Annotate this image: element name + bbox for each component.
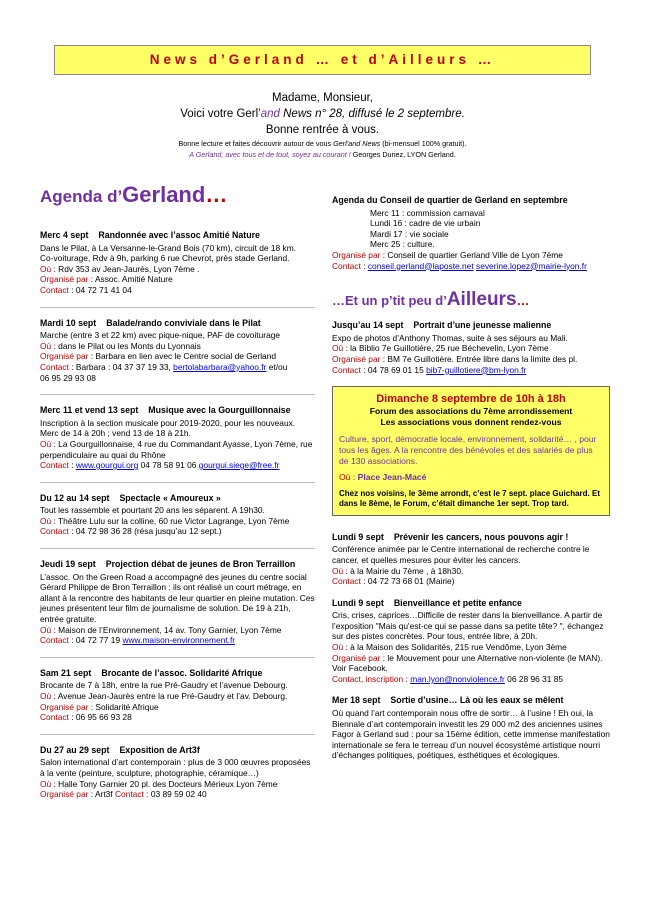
mairie-email-link[interactable]: severine.lopez@mairie-lyon.fr bbox=[476, 260, 587, 271]
event-separator bbox=[40, 548, 315, 549]
contact-link[interactable]: bertolabarbara@yahoo.fr bbox=[173, 361, 267, 372]
contact-label: Contact bbox=[332, 364, 361, 375]
event-where bbox=[40, 691, 315, 702]
event-separator bbox=[40, 394, 315, 395]
agenda-gerland-heading: Agenda d’Gerland… bbox=[40, 182, 228, 207]
event-title: Sortie d’usine… Là où les eaux se mêlent bbox=[390, 695, 564, 706]
event-date: Lundi 9 sept bbox=[332, 531, 384, 542]
event-title-line bbox=[40, 405, 315, 416]
contact-link[interactable]: www.maison-environnement.fr bbox=[122, 635, 236, 646]
contact-tail: et/ou bbox=[266, 361, 288, 372]
contact-phone: 04 78 58 91 06 bbox=[138, 460, 199, 471]
event-title: Portrait d’une jeunesse malienne bbox=[413, 320, 552, 331]
event-where bbox=[332, 566, 610, 577]
contact-value: : bbox=[68, 460, 76, 471]
event-title-line bbox=[332, 598, 610, 609]
event-contact bbox=[332, 674, 610, 685]
event-separator bbox=[40, 482, 315, 483]
event-desc: Expo de photos d’Anthony Thomas, suite à ses séjours au Mali. bbox=[332, 332, 568, 343]
organizer-value: : Solidarité Afrique bbox=[88, 701, 159, 712]
event-item bbox=[40, 745, 315, 800]
event-title: Balade/rando conviviale dans le Pilat bbox=[106, 317, 261, 328]
event-title: Prévenir les cancers, nous pouvons agir ! bbox=[393, 531, 569, 542]
intro bbox=[40, 90, 605, 160]
event-item bbox=[40, 318, 315, 384]
event-contact bbox=[40, 789, 315, 800]
event-organizer bbox=[332, 653, 610, 674]
event-date: Jeudi 19 sept bbox=[40, 559, 96, 570]
event-title-line bbox=[40, 745, 315, 756]
forum-para: Culture, sport, démocratie locale, environnement, solidarité… , pour tous les âges. A la rencontre des bénévoles et des salariés de plus de 130 associations. bbox=[339, 434, 597, 467]
event-desc: Conférence animée par le Centre international de recherche contre le cancer, et quelles mesures pour éviter les cancers. bbox=[332, 544, 590, 565]
event-title-line bbox=[40, 559, 315, 570]
event-desc: Merc de 14 à 20h ; vend 13 de 18 à 21h. bbox=[40, 428, 191, 439]
event-where bbox=[40, 516, 315, 527]
forum-sub1: Forum des associations du 7ème arrondissement bbox=[369, 406, 573, 417]
greeting: Madame, Monsieur, bbox=[272, 92, 373, 104]
right-events-b bbox=[332, 532, 610, 761]
event-title-line bbox=[40, 668, 315, 679]
where-label: Où bbox=[332, 565, 344, 576]
event-desc: L’assoc. On the Green Road a accompagné des jeunes du centre social Gérard Philippe de Bron Terraillon : ils ont réalisé un court métrage, en allant à la rencontre des habitants de leur quartier en pleine mutation. Ces jeunes présentent leur film de journalisme de solution. De 19 à 21h, entrée gratuite. bbox=[40, 571, 315, 625]
event-contact bbox=[40, 460, 315, 471]
contact-value: : bbox=[403, 673, 411, 684]
conseil-item: Mardi 17 : vie sociale bbox=[370, 228, 449, 239]
forum-note: Chez nos voisins, le 3ème arrondt, c’est le 7 sept. place Guichard. Et dans le 8ème, le Forum, c’était dimanche 1er sept. Trop tard. bbox=[339, 488, 600, 508]
where-value: : à la Maison des Solidarités, 215 rue Vendôme, Lyon 3ème bbox=[343, 642, 567, 653]
contact-link[interactable]: man.lyon@nonviolence.fr bbox=[410, 673, 505, 684]
conseil-title: Agenda du Conseil de quartier de Gerland en septembre bbox=[332, 195, 568, 205]
event-desc: Où quand l’art contemporain nous offre de sortir… à l’usine ! Eh oui, la Biennale d’art contemporain investit les 29 000 m2 des anciennes usines Fagor à Gerland sud : pour sa 15ème édition, cette immense manifestation internationale se fera le terreau d’un nouvel écosystème artistique nourri d’échanges politiques, poétiques, esthétiques et écologiques. bbox=[332, 708, 610, 761]
left-events bbox=[40, 230, 315, 800]
event-date: Mardi 10 sept bbox=[40, 317, 97, 328]
event-date: Lundi 9 sept bbox=[332, 597, 384, 608]
event-item bbox=[40, 405, 315, 471]
ailleurs-heading: …Et un p’tit peu d’Ailleurs… bbox=[332, 289, 530, 311]
event-title-line bbox=[332, 532, 610, 543]
event-separator bbox=[40, 307, 315, 308]
share-line: Bonne lecture et faites découvrir autour de vous Gerl’and News (bi-mensuel 100% gratuit). bbox=[178, 139, 467, 148]
contact-value: : 04 72 71 41 04 bbox=[68, 284, 132, 295]
event-desc: Co-voiturage, Rdv à 9h, parking 6 rue Chevrot, près stade Gerland. bbox=[40, 253, 290, 264]
event-title-line bbox=[332, 695, 610, 706]
where-value: : Rdv 353 av Jean-Jaurès, Lyon 7ème . bbox=[51, 263, 200, 274]
event-item bbox=[40, 493, 315, 537]
conseil-block bbox=[332, 195, 610, 271]
contact-label: Contact bbox=[40, 284, 69, 295]
event-desc: Marche (entre 3 et 22 km) avec pique-nique, PAF de covoiturage bbox=[40, 330, 281, 341]
event-date: Merc 11 et vend 13 sept bbox=[40, 405, 139, 416]
event-title: Randonnée avec l’assoc Amitié Nature bbox=[98, 230, 260, 240]
event-date: Jusqu’au 14 sept bbox=[332, 320, 404, 331]
event-title-line bbox=[332, 320, 610, 331]
quote-line: A Gerland, avec tous et de tout, soyez au courant ! Georges Duriez, LYON Gerland. bbox=[189, 150, 456, 159]
conseil-email-link[interactable]: conseil.gerland@laposte.net bbox=[367, 260, 474, 271]
event-title: Bienveillance et petite enfance bbox=[393, 597, 522, 608]
left-column bbox=[40, 180, 315, 811]
contact-label: Contact bbox=[40, 635, 69, 646]
where-value: : La Gourguillonnaise, 4 rue du Commandant Ayasse, Lyon 7ème, rue perpendiculaire au quai du Rhône bbox=[40, 438, 313, 460]
contact-value: : 04 78 69 01 15 bbox=[360, 364, 427, 375]
event-organizer bbox=[40, 702, 315, 713]
event-where bbox=[332, 343, 610, 354]
contact-link[interactable]: www.gourgui.org bbox=[75, 460, 139, 471]
right-column bbox=[332, 195, 610, 772]
event-where bbox=[40, 625, 315, 636]
event-desc: Brocante de 7 à 18h, entre la rue Pré-Gaudry et l’avenue Debourg. bbox=[40, 680, 288, 691]
event-title-line bbox=[40, 318, 315, 329]
event-desc: Dans le Pilat, à La Versanne-le-Grand Bois (70 km), circuit de 18 km. bbox=[40, 242, 297, 253]
contact-value: : 04 72 77 19 bbox=[68, 635, 123, 646]
where-value: : à la Mairie du 7ème , à 18h30. bbox=[343, 565, 464, 576]
rentree-line: Bonne rentrée à vous. bbox=[265, 124, 380, 136]
event-where bbox=[332, 642, 610, 653]
event-title: Exposition de Art3f bbox=[119, 744, 200, 755]
event-where bbox=[40, 341, 315, 352]
contact-tail: 06 28 96 31 85 bbox=[504, 673, 564, 684]
conseil-item: Merc 11 : commission carnaval bbox=[370, 207, 485, 218]
event-item bbox=[40, 230, 315, 296]
event-desc: Tout les rassemble et pourtant 20 ans les séparent. A 19h30. bbox=[40, 505, 265, 516]
event-item bbox=[332, 598, 610, 685]
organizer-label: Organisé par bbox=[40, 701, 89, 712]
event-title-line bbox=[40, 493, 315, 504]
event-title: Spectacle « Amoureux » bbox=[119, 492, 221, 503]
event-organizer bbox=[40, 274, 315, 285]
event-where bbox=[40, 779, 315, 790]
event-title: Projection débat de jeunes de Bron Terraillon bbox=[105, 559, 296, 570]
event-item bbox=[40, 559, 315, 646]
contact-label: Contact bbox=[40, 712, 69, 723]
event-desc: Salon international d’art contemporain : plus de 3 000 œuvres proposées à la vente (peinture, sculpture, photographie, céramique…) bbox=[40, 757, 311, 778]
event-separator bbox=[40, 657, 315, 658]
event-item bbox=[332, 695, 610, 761]
event-date: Du 12 au 14 sept bbox=[40, 492, 110, 503]
contact-link[interactable]: bib7-guillotiere@bm-lyon.fr bbox=[426, 364, 527, 375]
event-where bbox=[40, 439, 315, 460]
organizer-value: : BM 7e Guillotière. Entrée libre dans la limite des pl. bbox=[380, 353, 578, 364]
contact-label: Contact bbox=[40, 361, 69, 372]
contact-value: : Barbara : 04 37 37 19 33, bbox=[68, 361, 174, 372]
where-value: : Halle Tony Garnier 20 pl. des Docteurs Mérieux Lyon 7ème bbox=[51, 778, 278, 789]
event-desc: Cris, crises, caprices…Difficile de rester dans la bienveillance. A partir de l’exposition "Mais qu'est-ce qui se passe dans sa petite tête? ", échangez sur des pistes concrètes. Pour tous, entrée libre, à 20h. bbox=[332, 610, 604, 642]
where-label: Où bbox=[40, 778, 52, 789]
organizer-label: Organisé par bbox=[40, 274, 89, 285]
contact-value: : 03 89 59 02 40 bbox=[143, 789, 207, 800]
event-contact bbox=[40, 285, 315, 296]
organizer-label: Organisé par bbox=[40, 789, 89, 800]
contact-value: : 04 72 98 36 28 (résa jusqu’au 12 sept.) bbox=[68, 526, 222, 537]
organizer-label: Organisé par bbox=[40, 351, 89, 362]
event-contact bbox=[40, 526, 315, 537]
event-desc: Inscription à la section musicale pour 2019-2020, pour les nouveaux. bbox=[40, 417, 296, 428]
conseil-items bbox=[332, 208, 610, 250]
where-value: : dans le Pilat ou les Monts du Lyonnais bbox=[51, 340, 201, 351]
contact-label: Contact, inscription bbox=[332, 673, 404, 684]
conseil-org: Organisé par : Conseil de quartier Gerland Ville de Lyon 7ème bbox=[332, 249, 563, 260]
contact-label: Contact bbox=[40, 460, 69, 471]
organizer-value: : Barbara en lien avec le Centre social de Gerland bbox=[88, 351, 277, 362]
event-item bbox=[40, 668, 315, 723]
event-contact bbox=[40, 712, 315, 723]
forum-box bbox=[332, 386, 610, 516]
event-contact bbox=[332, 576, 610, 587]
where-label: Où bbox=[40, 340, 52, 351]
event-date: Sam 21 sept bbox=[40, 667, 92, 678]
event-contact bbox=[332, 365, 610, 376]
event-contact bbox=[40, 635, 315, 646]
contact-label: Contact bbox=[332, 576, 361, 587]
where-value: : la Biblio 7e Guillotière, 25 rue Béchevelin, Lyon 7ème bbox=[343, 343, 549, 354]
organizer-label: Organisé par bbox=[332, 353, 381, 364]
contact-label: Contact bbox=[114, 789, 144, 800]
where-label: Où bbox=[40, 624, 52, 635]
contact-value: : 06 95 66 93 28 bbox=[68, 712, 132, 723]
where-label: Où bbox=[40, 263, 52, 274]
where-label: Où bbox=[40, 515, 52, 526]
contact-value: : 04 72 73 68 01 (Mairie) bbox=[360, 576, 455, 587]
where-value: : Avenue Jean-Jaurès entre la rue Pré-Gaudry et l’av. Debourg. bbox=[51, 691, 288, 701]
event-separator bbox=[40, 734, 315, 735]
event-contact bbox=[40, 362, 315, 373]
event-title: Brocante de l’assoc. Solidarité Afrique bbox=[101, 667, 263, 678]
conseil-item: Lundi 16 : cadre de vie urbain bbox=[370, 218, 481, 229]
organizer-value: : le Mouvement pour une Alternative non-violente (le MAN). Voir Facebook. bbox=[332, 652, 603, 674]
right-events-a bbox=[332, 320, 610, 375]
event-organizer bbox=[40, 351, 315, 362]
organizer-value: : Assoc. Amitié Nature bbox=[88, 274, 173, 285]
conseil-contact: Contact : conseil.gerland@laposte.net severine.lopez@mairie-lyon.fr bbox=[332, 260, 587, 271]
event-organizer bbox=[332, 354, 610, 365]
conseil-item: Merc 25 : culture. bbox=[370, 239, 435, 250]
event-title-line bbox=[40, 230, 315, 241]
contact-link[interactable]: gourgui.siege@free.fr bbox=[198, 460, 280, 471]
issue-line: Voici votre Gerl’and News n° 28, diffusé le 2 septembre. bbox=[180, 108, 465, 120]
organizer-label: Organisé par bbox=[332, 652, 381, 663]
contact-extra: 06 95 29 93 08 bbox=[40, 372, 96, 383]
where-label: Où bbox=[332, 642, 344, 653]
where-value: : Maison de l’Environnement, 14 av. Tony Garnier, Lyon 7ème bbox=[51, 624, 282, 635]
newsletter-banner bbox=[54, 45, 591, 75]
banner-title: News d’Gerland … et d’Ailleurs … bbox=[149, 52, 496, 67]
where-label: Où bbox=[40, 691, 52, 701]
forum-title: Dimanche 8 septembre de 10h à 18h bbox=[376, 393, 566, 406]
event-where bbox=[40, 264, 315, 275]
where-value: : Théâtre Lulu sur la colline, 60 rue Victor Lagrange, Lyon 7ème bbox=[51, 515, 290, 526]
event-date: Mer 18 sept bbox=[332, 695, 381, 706]
event-title: Musique avec la Gourguillonnaise bbox=[148, 405, 291, 416]
event-item bbox=[332, 320, 610, 375]
organizer-value: : Art3f bbox=[88, 789, 113, 800]
where-label: Où bbox=[332, 343, 344, 354]
where-label: Où bbox=[40, 438, 52, 449]
event-date: Du 27 au 29 sept bbox=[40, 744, 110, 755]
event-item bbox=[332, 532, 610, 587]
forum-place: Où : Place Jean-Macé bbox=[339, 472, 427, 483]
event-date: Merc 4 sept bbox=[40, 230, 89, 240]
forum-sub2: Les associations vous donnent rendez-vous bbox=[380, 417, 562, 428]
contact-label: Contact bbox=[40, 526, 69, 537]
